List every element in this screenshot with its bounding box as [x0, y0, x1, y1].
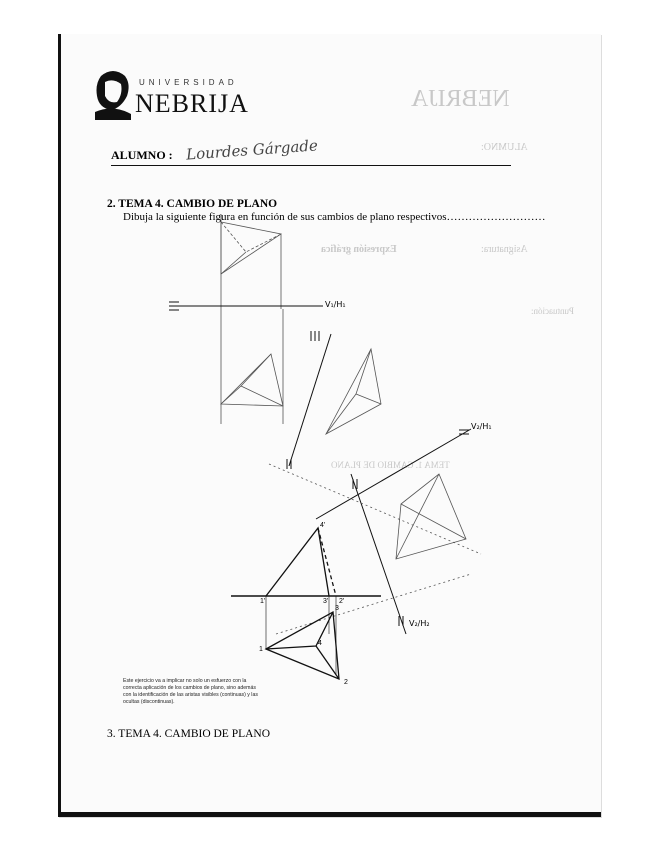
label-v1-h1: V₁/H₁ — [325, 300, 346, 309]
vertex-label-1p: 1' — [260, 598, 266, 605]
exercise-note: Este ejercicio va a implicar no solo un esfuerzo con la correcta aplicación de los cambios de plano, sino además con la identificación de las aristas visibles (continuas) y las ocultas (discontinuas). — [123, 678, 258, 706]
vertex-label-3p: 3' — [323, 598, 329, 605]
university-top-label: UNIVERSIDAD — [139, 78, 238, 87]
vertex-label-4p: 4' — [320, 522, 326, 529]
ghost-nebrija: NEBRIJA — [411, 86, 510, 112]
student-label: ALUMNO : — [111, 148, 173, 162]
vertex-label-3: 3 — [335, 605, 339, 612]
vertex-label-2: 2 — [344, 679, 348, 686]
ghost-puntuacion: Puntuación: — [531, 306, 574, 316]
question-3-title: 3. TEMA 4. CAMBIO DE PLANO — [107, 728, 271, 740]
vertex-label-4: 4 — [318, 640, 322, 647]
ghost-asignatura: Asignatura: — [481, 244, 528, 255]
student-name: Lourdes Gárgade — [185, 136, 319, 164]
exam-sheet — [58, 34, 601, 817]
ghost-tema: TEMA 1. CAMBIO DE PLANO — [331, 460, 450, 470]
vertex-label-1: 1 — [259, 646, 263, 653]
ghost-alumno: ALUMNO: — [481, 142, 528, 153]
question-2-title: 2. TEMA 4. CAMBIO DE PLANO — [107, 198, 278, 210]
ghost-expresion: Expresión gráfica — [321, 244, 397, 255]
label-v2-h2: V₂/H₂ — [409, 619, 430, 628]
vertex-label-2p: 2' — [339, 598, 345, 605]
label-v2-h1: V₂/H₁ — [471, 422, 492, 431]
university-name: NEBRIJA — [135, 89, 249, 118]
question-2-text: Dibuja la siguiente figura en función de sus cambios de plano respectivos……………………… — [123, 211, 546, 223]
